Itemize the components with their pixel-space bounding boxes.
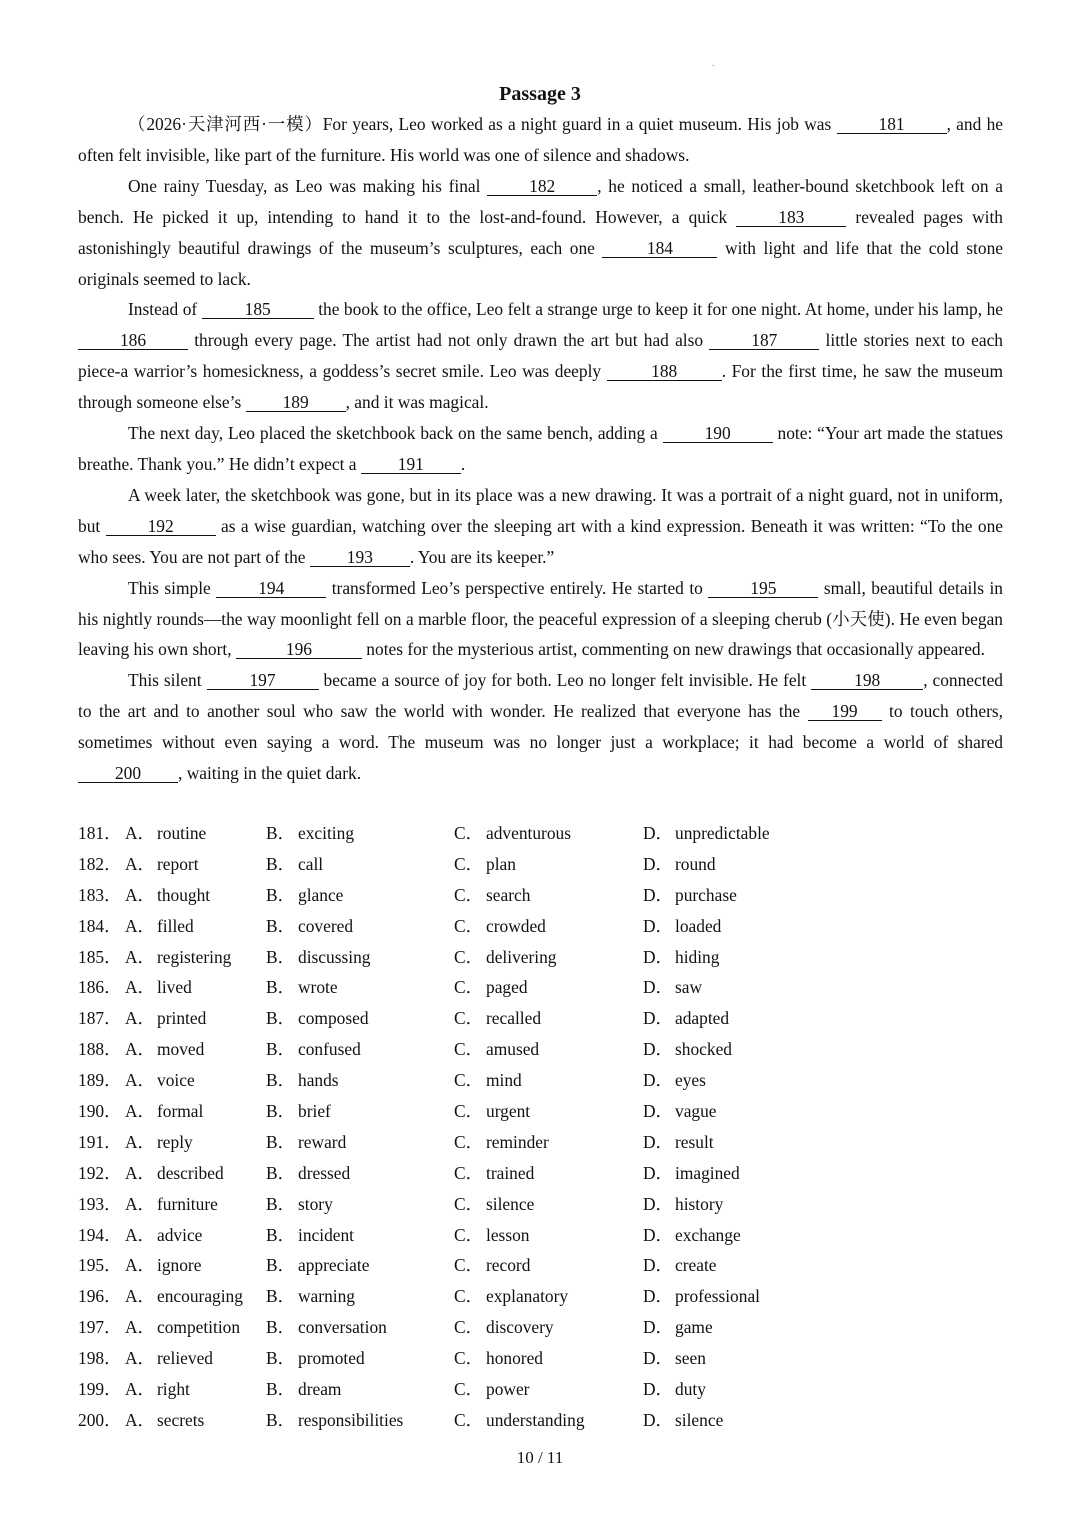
- blank-197[interactable]: 197: [207, 671, 319, 690]
- option-a[interactable]: [125, 1405, 204, 1436]
- option-c[interactable]: [454, 1343, 543, 1374]
- question-number: 196．: [78, 1286, 122, 1307]
- option-letter: D．: [643, 1008, 673, 1029]
- option-c[interactable]: [454, 1189, 534, 1220]
- option-text: discussing: [298, 946, 371, 967]
- option-text: trained: [486, 1162, 535, 1183]
- question-number: 182．: [78, 853, 122, 874]
- option-letter: A．: [125, 1162, 155, 1183]
- option-text: thought: [157, 884, 211, 905]
- option-text: lived: [157, 977, 192, 998]
- option-text: exchange: [675, 1224, 741, 1245]
- question-number: 183．: [78, 884, 122, 905]
- header-mark: .: [712, 58, 715, 69]
- option-letter: B．: [266, 1409, 295, 1430]
- option-text: discovery: [486, 1317, 554, 1338]
- option-text: composed: [298, 1008, 369, 1029]
- paragraph-1: （2026·天津河西·一模）For years, Leo worked as a night guard in a quiet museum. His job was 181 , and he often felt invisible, like part of the furniture. His world was one of silence and shadows.: [78, 114, 1003, 165]
- option-text: dream: [298, 1379, 342, 1400]
- option-letter: C．: [454, 823, 483, 843]
- option-letter: D．: [643, 1224, 673, 1245]
- option-letter: D．: [643, 915, 673, 936]
- option-letter: A．: [125, 1070, 155, 1091]
- option-letter: C．: [454, 1224, 483, 1245]
- option-text: vague: [675, 1101, 717, 1122]
- option-text: hands: [298, 1070, 339, 1091]
- option-text: amused: [486, 1039, 540, 1060]
- option-c[interactable]: [454, 1065, 522, 1096]
- option-text: appreciate: [298, 1255, 370, 1276]
- option-c[interactable]: [454, 1374, 529, 1405]
- option-d[interactable]: [643, 972, 702, 1003]
- option-d[interactable]: [643, 911, 721, 942]
- option-a[interactable]: [125, 1312, 240, 1343]
- option-text: wrote: [298, 977, 338, 998]
- option-text: understanding: [486, 1409, 585, 1430]
- option-c[interactable]: [454, 911, 546, 942]
- option-a[interactable]: [125, 1096, 203, 1127]
- option-letter: C．: [454, 1409, 483, 1430]
- option-text: result: [675, 1131, 714, 1152]
- option-text: saw: [675, 977, 703, 998]
- option-text: seen: [675, 1348, 706, 1369]
- option-b[interactable]: [266, 1405, 403, 1436]
- option-letter: A．: [125, 946, 155, 967]
- option-text: mind: [486, 1070, 522, 1091]
- option-b[interactable]: [266, 1312, 387, 1343]
- blank-200[interactable]: 200: [78, 764, 178, 783]
- option-letter: A．: [125, 1224, 155, 1245]
- option-c[interactable]: [454, 1250, 530, 1281]
- option-b[interactable]: [266, 849, 323, 880]
- blank-184[interactable]: 184: [602, 239, 717, 258]
- option-letter: D．: [643, 1317, 673, 1338]
- blank-191[interactable]: 191: [361, 455, 461, 474]
- option-b[interactable]: [266, 1189, 333, 1220]
- question-number: 200．: [78, 1409, 122, 1430]
- option-b[interactable]: [266, 1281, 355, 1312]
- option-letter: C．: [454, 1255, 483, 1276]
- question-number: 191．: [78, 1131, 122, 1152]
- option-d[interactable]: [643, 1003, 729, 1034]
- option-a[interactable]: [125, 849, 199, 880]
- option-text: round: [675, 853, 716, 874]
- option-letter: D．: [643, 1193, 673, 1214]
- option-letter: C．: [454, 1348, 483, 1369]
- option-text: eyes: [675, 1070, 706, 1091]
- option-b[interactable]: [266, 1374, 341, 1405]
- option-text: search: [486, 884, 531, 905]
- option-text: routine: [157, 823, 207, 843]
- source-tag: （2026·天津河西·一模）: [128, 114, 323, 134]
- option-letter: A．: [125, 1348, 155, 1369]
- option-text: glance: [298, 884, 344, 905]
- option-c[interactable]: [454, 880, 530, 911]
- option-letter: C．: [454, 1162, 483, 1183]
- option-c[interactable]: [454, 1158, 534, 1189]
- question-number: 192．: [78, 1162, 122, 1183]
- option-letter: B．: [266, 1348, 295, 1369]
- option-letter: B．: [266, 1008, 295, 1029]
- option-letter: C．: [454, 1379, 483, 1400]
- option-letter: D．: [643, 1348, 673, 1369]
- blank-195[interactable]: 195: [708, 579, 818, 598]
- option-d[interactable]: [643, 942, 719, 973]
- option-b[interactable]: [266, 1343, 365, 1374]
- option-letter: C．: [454, 1317, 483, 1338]
- option-text: record: [486, 1255, 531, 1276]
- option-b[interactable]: [266, 1065, 339, 1096]
- option-letter: A．: [125, 1008, 155, 1029]
- option-text: plan: [486, 853, 516, 874]
- option-b[interactable]: [266, 1034, 361, 1065]
- option-text: described: [157, 1162, 224, 1183]
- page-number: 10 / 11: [516, 1448, 564, 1467]
- question-number: 199．: [78, 1379, 122, 1400]
- option-letter: D．: [643, 1101, 673, 1122]
- option-text: advice: [157, 1224, 203, 1245]
- option-letter: D．: [643, 1255, 673, 1276]
- option-letter: D．: [643, 853, 673, 874]
- option-letter: D．: [643, 1039, 673, 1060]
- option-text: story: [298, 1193, 333, 1214]
- option-d[interactable]: [643, 1343, 706, 1374]
- option-letter: C．: [454, 1039, 483, 1060]
- option-letter: D．: [643, 1131, 673, 1152]
- option-text: dressed: [298, 1162, 351, 1183]
- option-letter: A．: [125, 1101, 155, 1122]
- option-a[interactable]: [125, 1065, 195, 1096]
- option-text: silence: [486, 1193, 535, 1214]
- question-number: 190．: [78, 1101, 122, 1122]
- blank-182[interactable]: 182: [487, 177, 597, 196]
- option-text: duty: [675, 1379, 706, 1400]
- question-number: 185．: [78, 946, 122, 967]
- option-letter: D．: [643, 1070, 673, 1091]
- option-c[interactable]: [454, 942, 557, 973]
- paragraph-7: This silent 197 became a source of joy for both. Leo no longer felt invisible. He felt 198 , connected to the art and to another soul who saw the world with wonder. He realized that everyone has the 199 to touch others, sometimes without even saying a word. The museum was no longer just a workplace; it had become a world of shared 200 , waiting in the quiet dark.: [78, 670, 1003, 784]
- option-letter: B．: [266, 977, 295, 998]
- option-d[interactable]: [643, 1250, 717, 1281]
- option-letter: B．: [266, 1101, 295, 1122]
- blank-186[interactable]: 186: [78, 331, 188, 350]
- option-letter: C．: [454, 884, 483, 905]
- option-letter: A．: [125, 1039, 155, 1060]
- option-text: hiding: [675, 946, 720, 967]
- option-a[interactable]: [125, 1189, 218, 1220]
- option-d[interactable]: [643, 818, 770, 849]
- blank-188[interactable]: 188: [607, 362, 722, 381]
- option-text: relieved: [157, 1348, 214, 1369]
- blank-192[interactable]: 192: [106, 517, 216, 536]
- option-b[interactable]: [266, 972, 338, 1003]
- option-letter: A．: [125, 884, 155, 905]
- passage-body: [78, 109, 1003, 789]
- option-c[interactable]: [454, 1405, 585, 1436]
- option-a[interactable]: [125, 911, 194, 942]
- option-letter: A．: [125, 1317, 155, 1338]
- option-a[interactable]: [125, 1343, 213, 1374]
- option-letter: B．: [266, 853, 295, 874]
- option-c[interactable]: [454, 1127, 549, 1158]
- option-letter: D．: [643, 1409, 673, 1430]
- option-text: printed: [157, 1008, 207, 1029]
- blank-198[interactable]: 198: [811, 671, 923, 690]
- passage-title: Passage 3: [499, 83, 581, 105]
- option-letter: D．: [643, 884, 673, 905]
- option-b[interactable]: [266, 1158, 350, 1189]
- option-text: promoted: [298, 1348, 365, 1369]
- question-number: 193．: [78, 1193, 122, 1214]
- option-text: delivering: [486, 946, 557, 967]
- option-text: professional: [675, 1286, 761, 1307]
- option-d[interactable]: [643, 1374, 706, 1405]
- option-text: shocked: [675, 1039, 732, 1060]
- question-number: 187．: [78, 1008, 122, 1029]
- option-letter: B．: [266, 946, 295, 967]
- option-b[interactable]: [266, 1096, 331, 1127]
- option-letter: D．: [643, 946, 673, 967]
- blank-194[interactable]: 194: [216, 579, 326, 598]
- option-letter: A．: [125, 1131, 155, 1152]
- option-b[interactable]: [266, 880, 343, 911]
- blank-193[interactable]: 193: [310, 548, 410, 567]
- option-a[interactable]: [125, 1281, 243, 1312]
- option-letter: C．: [454, 1070, 483, 1091]
- option-b[interactable]: [266, 1220, 354, 1251]
- option-b[interactable]: [266, 818, 354, 849]
- option-text: voice: [157, 1070, 195, 1091]
- paragraph-6: This simple 194 transformed Leo’s perspective entirely. He started to 195 small, beautiful details in his nightly rounds—the way moonlight fell on a marble floor, the peaceful expression of a sleeping cherub (小天使). He even began leaving his own short, 196 notes for the mysterious artist, commenting on new drawings that occasionally appeared.: [78, 577, 1003, 660]
- option-text: adventurous: [486, 823, 572, 843]
- option-text: unpredictable: [675, 823, 770, 843]
- option-letter: B．: [266, 915, 295, 936]
- option-a[interactable]: [125, 1374, 190, 1405]
- option-letter: A．: [125, 1379, 155, 1400]
- option-letter: C．: [454, 1101, 483, 1122]
- option-letter: C．: [454, 977, 483, 998]
- option-letter: B．: [266, 1379, 295, 1400]
- option-text: registering: [157, 946, 232, 967]
- option-letter: B．: [266, 1070, 295, 1091]
- option-c[interactable]: [454, 1003, 541, 1034]
- option-text: honored: [486, 1348, 543, 1369]
- question-number: 186．: [78, 977, 122, 998]
- option-text: lesson: [486, 1224, 530, 1245]
- question-number: 188．: [78, 1039, 122, 1060]
- option-text: ignore: [157, 1255, 202, 1276]
- option-c[interactable]: [454, 1034, 539, 1065]
- option-d[interactable]: [643, 880, 737, 911]
- option-text: furniture: [157, 1193, 218, 1214]
- option-c[interactable]: [454, 1096, 530, 1127]
- option-letter: C．: [454, 1131, 483, 1152]
- option-text: paged: [486, 977, 528, 998]
- option-letter: C．: [454, 915, 483, 936]
- blank-196[interactable]: 196: [236, 640, 362, 659]
- option-text: filled: [157, 915, 194, 936]
- option-text: right: [157, 1379, 190, 1400]
- option-a[interactable]: [125, 1250, 201, 1281]
- option-letter: D．: [643, 1286, 673, 1307]
- option-letter: D．: [643, 1379, 673, 1400]
- option-d[interactable]: [643, 1405, 723, 1436]
- option-letter: B．: [266, 1131, 295, 1152]
- option-letter: B．: [266, 1224, 295, 1245]
- option-text: incident: [298, 1224, 355, 1245]
- option-letter: A．: [125, 1255, 155, 1276]
- blank-190[interactable]: 190: [663, 424, 773, 443]
- blank-187[interactable]: 187: [709, 331, 819, 350]
- option-text: brief: [298, 1101, 331, 1122]
- option-text: confused: [298, 1039, 361, 1060]
- option-text: covered: [298, 915, 354, 936]
- option-b[interactable]: [266, 1250, 369, 1281]
- option-d[interactable]: [643, 1127, 714, 1158]
- option-d[interactable]: [643, 1096, 717, 1127]
- option-letter: A．: [125, 1286, 155, 1307]
- blank-185[interactable]: 185: [202, 300, 314, 319]
- paragraph-4: The next day, Leo placed the sketchbook back on the same bench, adding a 190 note: “Your art made the statues breathe. Thank you.” He didn’t expect a 191 .: [78, 423, 1003, 474]
- blank-189[interactable]: 189: [246, 393, 346, 412]
- option-letter: A．: [125, 823, 155, 843]
- option-letter: B．: [266, 1039, 295, 1060]
- option-letter: D．: [643, 823, 673, 843]
- option-letter: C．: [454, 853, 483, 874]
- option-text: reply: [157, 1131, 193, 1152]
- paragraph-5: A week later, the sketchbook was gone, but in its place was a new drawing. It was a portrait of a night guard, not in uniform, but 192 as a wise guardian, watching over the sleeping art with a kind expression. Beneath it was written: “To the one who sees. You are not part of the 193 . You are its keeper.”: [78, 484, 1003, 567]
- option-b[interactable]: [266, 1003, 369, 1034]
- option-text: power: [486, 1379, 530, 1400]
- option-c[interactable]: [454, 1312, 554, 1343]
- option-text: responsibilities: [298, 1409, 404, 1430]
- option-a[interactable]: [125, 972, 192, 1003]
- option-d[interactable]: [643, 1281, 760, 1312]
- option-c[interactable]: [454, 818, 571, 849]
- option-letter: A．: [125, 1193, 155, 1214]
- option-a[interactable]: [125, 1127, 193, 1158]
- option-letter: C．: [454, 946, 483, 967]
- option-a[interactable]: [125, 942, 231, 973]
- option-b[interactable]: [266, 942, 370, 973]
- option-text: history: [675, 1193, 724, 1214]
- option-letter: D．: [643, 977, 673, 998]
- option-b[interactable]: [266, 1127, 346, 1158]
- option-text: crowded: [486, 915, 546, 936]
- option-letter: B．: [266, 1317, 295, 1338]
- option-d[interactable]: [643, 1065, 706, 1096]
- option-letter: B．: [266, 884, 295, 905]
- option-c[interactable]: [454, 849, 516, 880]
- option-letter: A．: [125, 1409, 155, 1430]
- option-text: conversation: [298, 1317, 387, 1338]
- option-letter: A．: [125, 915, 155, 936]
- option-d[interactable]: [643, 1189, 723, 1220]
- option-text: call: [298, 853, 324, 874]
- option-letter: B．: [266, 1286, 295, 1307]
- option-a[interactable]: [125, 1003, 206, 1034]
- option-text: report: [157, 853, 199, 874]
- option-d[interactable]: [643, 1220, 741, 1251]
- option-letter: B．: [266, 1255, 295, 1276]
- option-text: recalled: [486, 1008, 542, 1029]
- option-letter: C．: [454, 1008, 483, 1029]
- option-letter: C．: [454, 1286, 483, 1307]
- option-c[interactable]: [454, 972, 528, 1003]
- question-number: 181．: [78, 823, 122, 843]
- option-a[interactable]: [125, 1158, 224, 1189]
- option-text: explanatory: [486, 1286, 569, 1307]
- option-letter: A．: [125, 853, 155, 874]
- option-letter: D．: [643, 1162, 673, 1183]
- option-c[interactable]: [454, 1220, 529, 1251]
- option-text: imagined: [675, 1162, 740, 1183]
- option-text: moved: [157, 1039, 205, 1060]
- option-a[interactable]: [125, 880, 210, 911]
- option-letter: B．: [266, 1193, 295, 1214]
- blank-183[interactable]: 183: [736, 208, 846, 227]
- option-letter: B．: [266, 823, 295, 843]
- question-number: 198．: [78, 1348, 122, 1369]
- option-text: silence: [675, 1409, 724, 1430]
- option-text: formal: [157, 1101, 204, 1122]
- question-number: 195．: [78, 1255, 122, 1276]
- option-text: adapted: [675, 1008, 730, 1029]
- option-text: reminder: [486, 1131, 549, 1152]
- option-text: create: [675, 1255, 717, 1276]
- option-b[interactable]: [266, 911, 353, 942]
- question-number: 197．: [78, 1317, 122, 1338]
- option-d[interactable]: [643, 1158, 740, 1189]
- option-text: competition: [157, 1317, 241, 1338]
- option-text: purchase: [675, 884, 737, 905]
- option-letter: B．: [266, 1162, 295, 1183]
- option-text: exciting: [298, 823, 355, 843]
- paragraph-3: Instead of 185 the book to the office, Leo felt a strange urge to keep it for one night. At home, under his lamp, he 186 through every page. The artist had not only drawn the art but had also 187 little stories next to each piece-a warrior’s homesickness, a goddess’s secret smile. Leo was deeply 188 . For the first time, he saw the museum through someone else’s 189 , and it was magical.: [78, 299, 1004, 413]
- option-c[interactable]: [454, 1281, 568, 1312]
- option-text: encouraging: [157, 1286, 243, 1307]
- question-number: 189．: [78, 1070, 122, 1091]
- option-text: urgent: [486, 1101, 531, 1122]
- option-text: loaded: [675, 915, 722, 936]
- blank-181[interactable]: 181: [837, 115, 947, 134]
- question-number: 194．: [78, 1224, 122, 1245]
- option-text: warning: [298, 1286, 355, 1307]
- option-d[interactable]: [643, 1034, 732, 1065]
- option-d[interactable]: [643, 1312, 713, 1343]
- question-number: 184．: [78, 915, 122, 936]
- blank-199[interactable]: 199: [808, 702, 882, 721]
- option-text: game: [675, 1317, 713, 1338]
- option-text: reward: [298, 1131, 347, 1152]
- option-a[interactable]: [125, 818, 206, 849]
- option-letter: C．: [454, 1193, 483, 1214]
- option-letter: A．: [125, 977, 155, 998]
- option-a[interactable]: [125, 1220, 202, 1251]
- option-text: secrets: [157, 1409, 205, 1430]
- option-d[interactable]: [643, 849, 716, 880]
- option-a[interactable]: [125, 1034, 204, 1065]
- paragraph-2: One rainy Tuesday, as Leo was making his final 182 , he noticed a small, leather-bound sketchbook left on a bench. He picked it up, intending to hand it to the lost-and-found. However, a quick 183 revealed pages with astonishingly beautiful drawings of the museum’s sculptures, each one 184 with light and life that the cold stone originals seemed to lack.: [78, 175, 1004, 289]
